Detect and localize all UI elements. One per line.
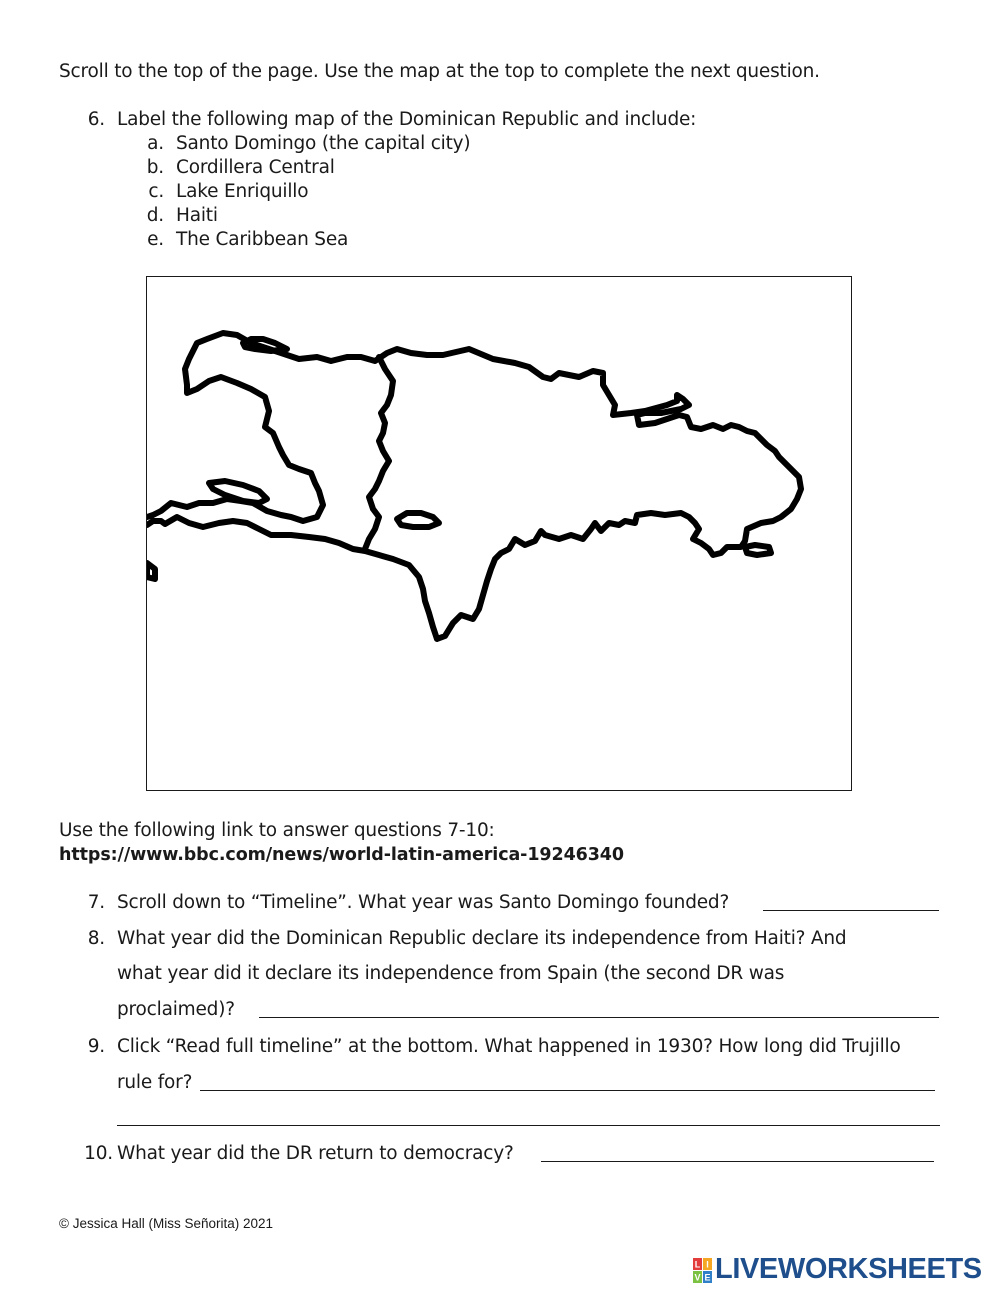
saona-island [745, 545, 771, 555]
question-8-line-3: proclaimed)? [117, 999, 235, 1020]
dominican-republic-map[interactable] [146, 276, 852, 791]
liveworksheets-logo[interactable] [693, 1253, 993, 1286]
question-9-line-2: rule for? [117, 1072, 193, 1093]
link-intro: Use the following link to answer questions 7-10: [59, 820, 495, 841]
haiti-border [365, 357, 393, 549]
svg-text:V: V [694, 1272, 701, 1283]
item-b-text: Cordillera Central [176, 157, 335, 178]
question-8-line-1: What year did the Dominican Republic declare its independence from Haiti? And [117, 928, 847, 949]
haiti-northwest-coast [147, 563, 155, 579]
question-8-number: 8. [87, 928, 105, 949]
question-9-number: 9. [87, 1036, 105, 1057]
question-10-number: 10. [84, 1143, 113, 1164]
question-6-number: 6. [87, 109, 105, 130]
question-7-number: 7. [87, 892, 105, 913]
item-c-letter: c. [148, 181, 164, 202]
question-10-answer-line[interactable] [541, 1145, 934, 1162]
svg-text:I: I [706, 1259, 709, 1270]
hispaniola-outline [147, 277, 852, 791]
liveworksheets-logo-text: LIVEWORKSHEETS [715, 1253, 982, 1285]
question-9-line-1: Click “Read full timeline” at the bottom. What happened in 1930? How long did Trujillo [117, 1036, 901, 1057]
question-7-answer-line[interactable] [763, 894, 939, 911]
question-10-text: What year did the DR return to democracy? [117, 1143, 514, 1164]
question-8-answer-line[interactable] [259, 1001, 939, 1018]
question-8-line-2: what year did it declare its independence from Spain (the second DR was [117, 963, 785, 984]
item-c-text: Lake Enriquillo [176, 181, 309, 202]
bbc-link[interactable]: https://www.bbc.com/news/world-latin-america-19246340 [59, 845, 624, 865]
question-6-prompt: Label the following map of the Dominican Republic and include: [117, 109, 697, 130]
scroll-instruction: Scroll to the top of the page. Use the map at the top to complete the next question. [59, 61, 820, 82]
item-e-text: The Caribbean Sea [176, 229, 349, 250]
item-a-letter: a. [147, 133, 164, 154]
item-b-letter: b. [146, 157, 164, 178]
svg-text:L: L [694, 1259, 701, 1270]
question-9-answer-line-1[interactable] [200, 1074, 935, 1091]
lake-enriquillo [397, 513, 439, 527]
item-d-letter: d. [146, 205, 164, 226]
question-7-text: Scroll down to “Timeline”. What year was Santo Domingo founded? [117, 892, 730, 913]
question-9-answer-line-2[interactable] [117, 1109, 940, 1126]
item-e-letter: e. [147, 229, 164, 250]
svg-text:E: E [704, 1272, 711, 1283]
item-a-text: Santo Domingo (the capital city) [176, 133, 471, 154]
item-d-text: Haiti [176, 205, 218, 226]
copyright-notice: © Jessica Hall (Miss Señorita) 2021 [59, 1216, 274, 1231]
liveworksheets-logo-icon [693, 1258, 713, 1284]
